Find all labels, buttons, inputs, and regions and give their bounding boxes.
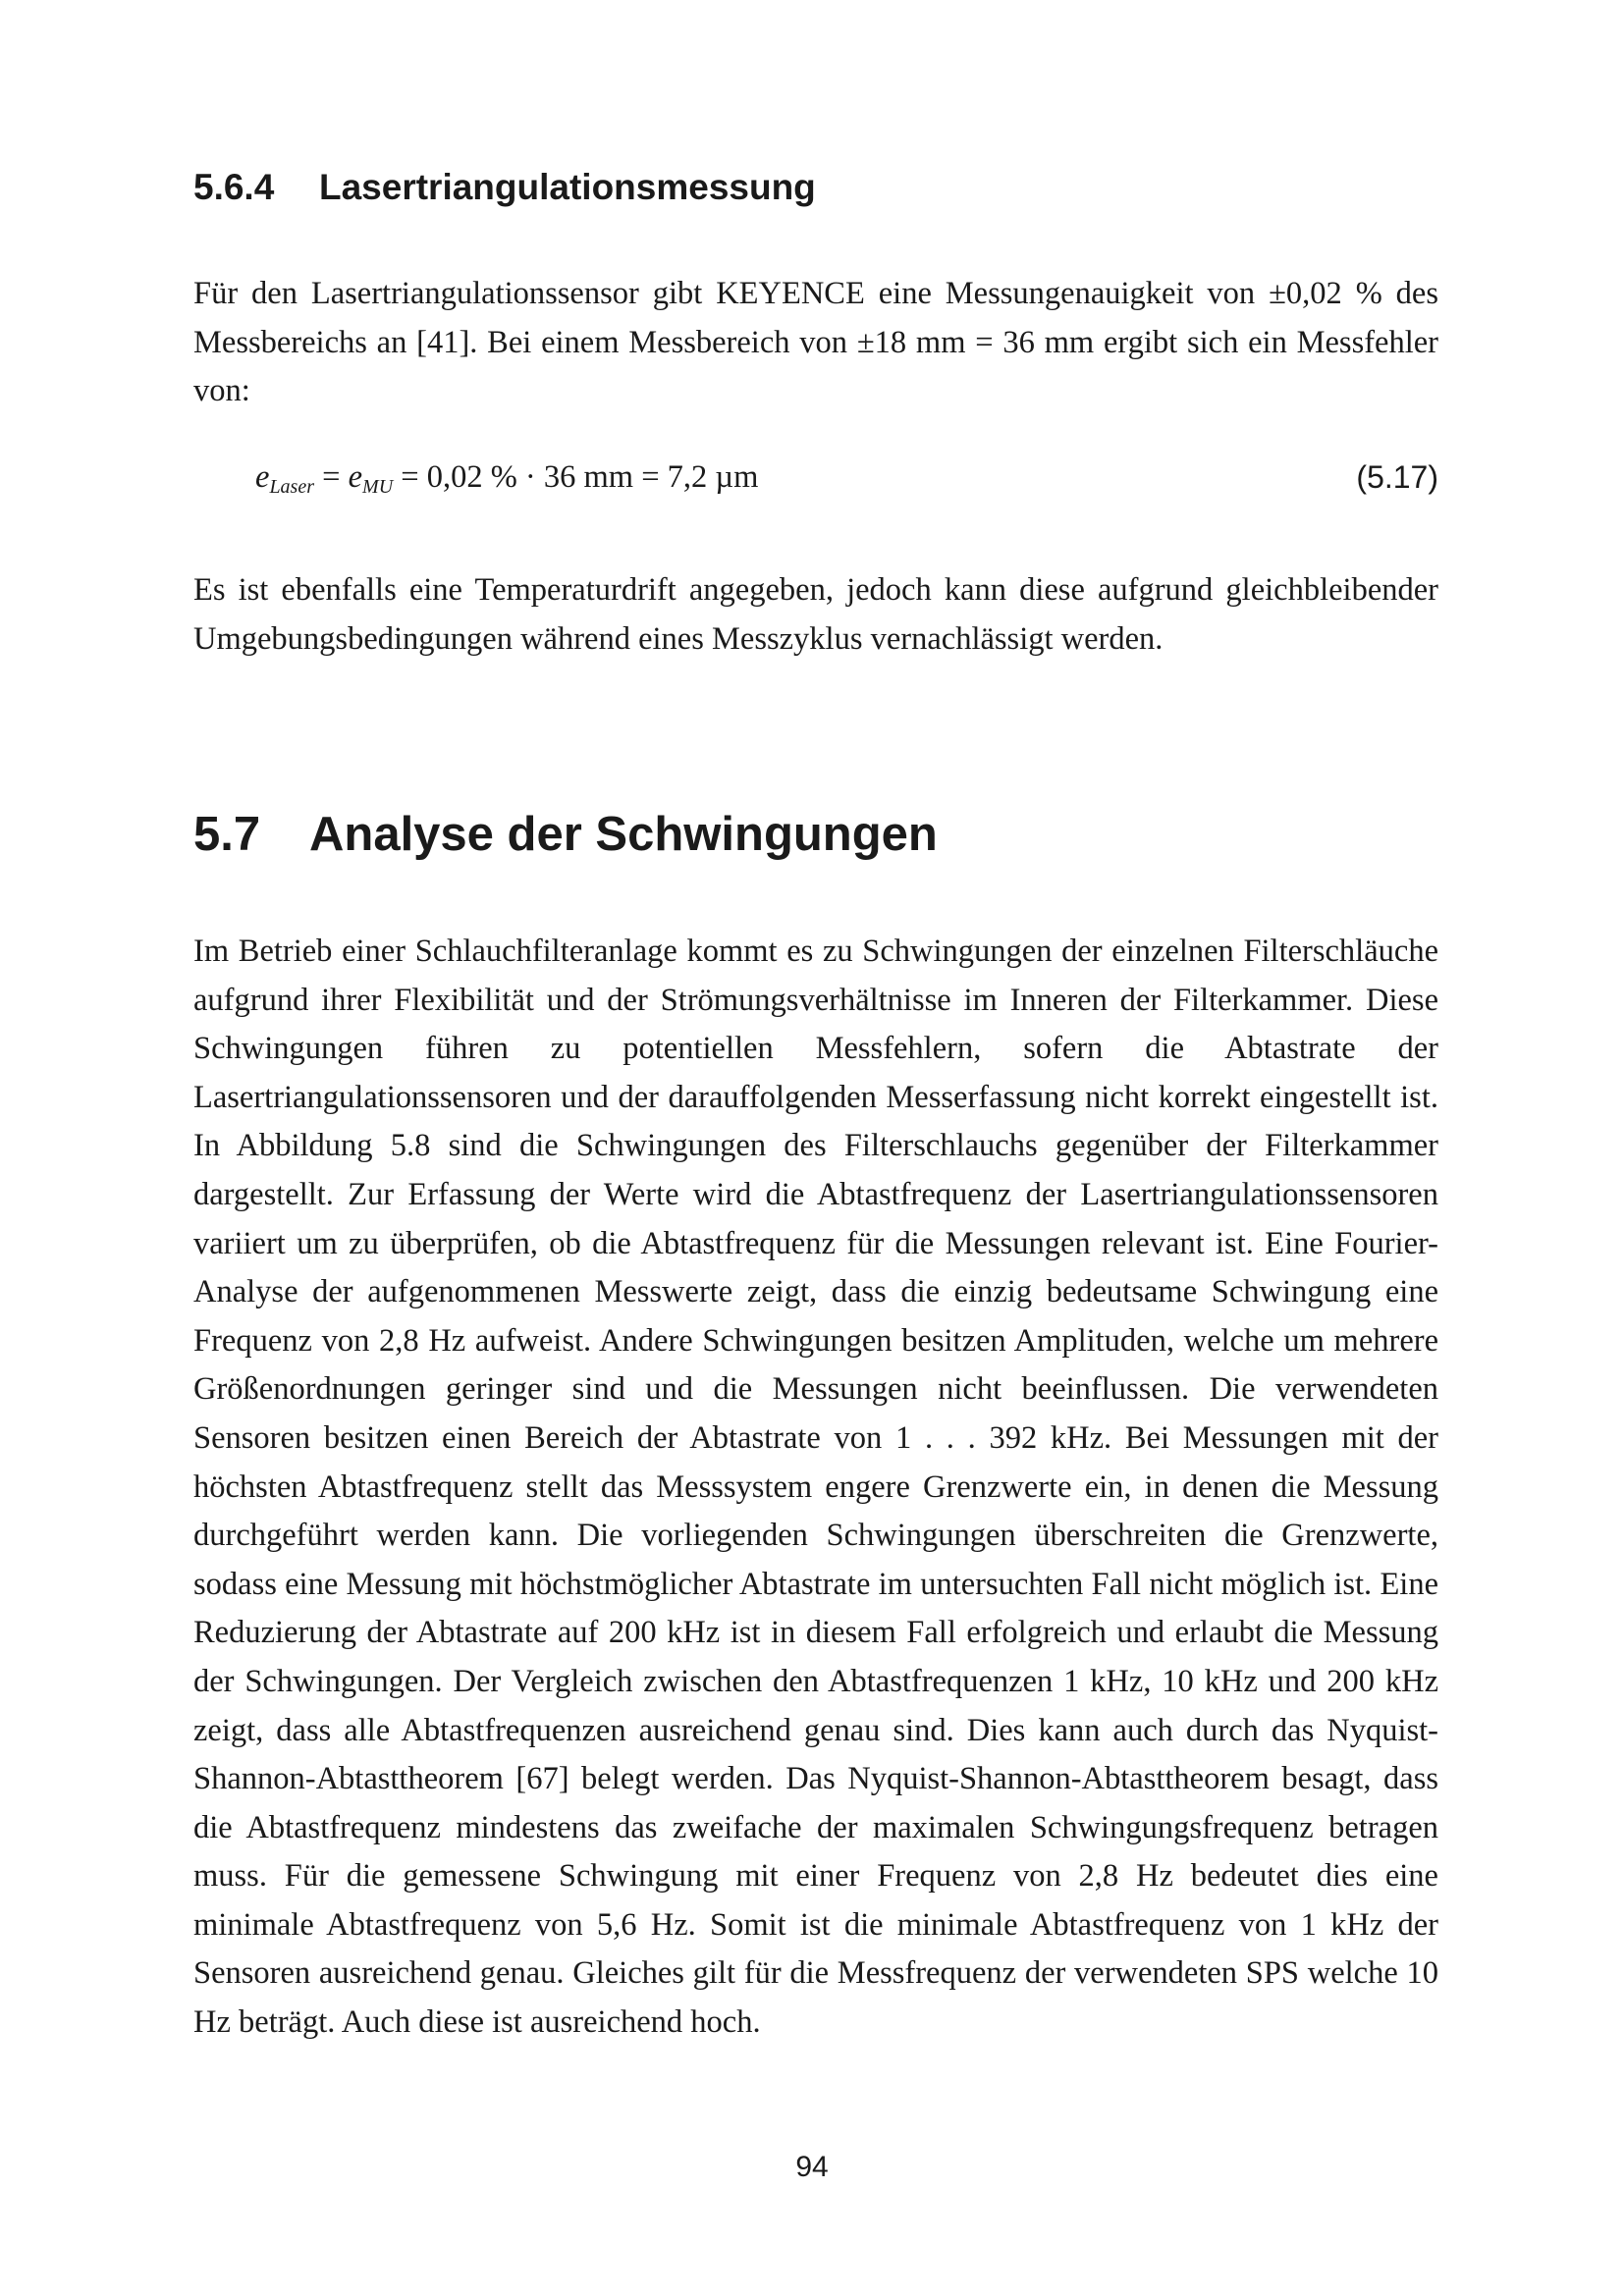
page-number: 94: [795, 2151, 829, 2183]
subsection-number: 5.6.4: [193, 167, 275, 207]
eq-mid-subscript: MU: [362, 476, 394, 498]
eq-lhs-subscript: Laser: [269, 476, 315, 498]
equation-number: (5.17): [1356, 459, 1438, 495]
eq-lhs-symbol: e: [255, 459, 270, 495]
paragraph-vibration-analysis: Im Betrieb einer Schlauchfilteranlage kommt es zu Schwingungen der einzelnen Filterschläuche aufgrund ihrer Flexibilität und der Strömungsverhältnisse im Inneren der Filterkammer. Diese Schwingungen führen zu potentiellen Messfehlern, sofern die Abtastrate der Lasertriangulationssensoren und der darauffolgenden Messerfassung nicht korrekt eingestellt ist. In Abbildung 5.8 sind die Schwingungen des Filterschlauchs gegenüber der Filterkammer dargestellt. Zur Erfassung der Werte wird die Abtastfrequenz der Lasertriangulationssensoren variiert um zu überprüfen, ob die Abtastfrequenz für die Messungen relevant ist. Eine Fourier-Analyse der aufgenommenen Messwerte zeigt, dass die einzig bedeutsame Schwingung eine Frequenz von 2,8 Hz aufweist. Andere Schwingungen besitzen Amplituden, welche um mehrere Größenordnungen geringer sind und die Messungen nicht beeinflussen. Die verwendeten Sensoren besitzen einen Bereich der Abtastrate von 1 . . . 392 kHz. Bei Messungen mit der höchsten Abtastfrequenz stellt das Messsystem engere Grenzwerte ein, in denen die Messung durchgeführt werden kann. Die vorliegenden Schwingungen überschreiten die Grenzwerte, sodass eine Messung mit höchstmöglicher Abtastrate im untersuchten Fall nicht möglich ist. Eine Reduzierung der Abtastrate auf 200 kHz ist in diesem Fall erfolgreich und erlaubt die Messung der Schwingungen. Der Vergleich zwischen den Abtastfrequenzen 1 kHz, 10 kHz und 200 kHz zeigt, dass alle Abtastfrequenzen ausreichend genau sind. Dies kann auch durch das Nyquist-Shannon-Abtasttheorem [67] belegt werden. Das Nyquist-Shannon-Abtasttheorem besagt, dass die Abtastfrequenz mindestens das zweifache der maximalen Schwingungsfrequenz betragen muss. Für die gemessene Schwingung mit einer Frequenz von 2,8 Hz bedeutet dies eine minimale Abtastfrequenz von 5,6 Hz. Somit ist die minimale Abtastfrequenz von 1 kHz der Sensoren ausreichend genau. Gleiches gilt für die Messfrequenz der verwendeten SPS welche 10 Hz beträgt. Auch diese ist ausreichend hoch.: [193, 934, 1438, 2041]
subsection-title: Lasertriangulationsmessung: [319, 167, 816, 207]
eq-mid-symbol: e: [348, 459, 363, 495]
paragraph-temperature-drift: Es ist ebenfalls eine Temperaturdrift angegeben, jedoch kann diese aufgrund gleichbleibender Umgebungsbedingungen während eines Messzyklus vernachlässigt werden.: [193, 572, 1438, 657]
subsection-heading: [193, 167, 816, 208]
section-number: 5.7: [193, 808, 261, 861]
equation-5-17: [255, 459, 1438, 508]
eq-rhs: = 0,02 % · 36 mm = 7,2 µm: [393, 459, 759, 495]
paragraph-accuracy: Für den Lasertriangulationssensor gibt KEYENCE eine Messungenauigkeit von ±0,02 % des Messbereichs an [41]. Bei einem Messbereich von ±18 mm = 36 mm ergibt sich ein Messfehler von:: [193, 276, 1438, 409]
section-heading: [193, 807, 938, 862]
equation-expression: $e_{Laser} = e_{MU} = 0,02$ % · 36 mm = 7,2 µm: [255, 459, 759, 498]
section-title: Analyse der Schwingungen: [309, 808, 938, 861]
